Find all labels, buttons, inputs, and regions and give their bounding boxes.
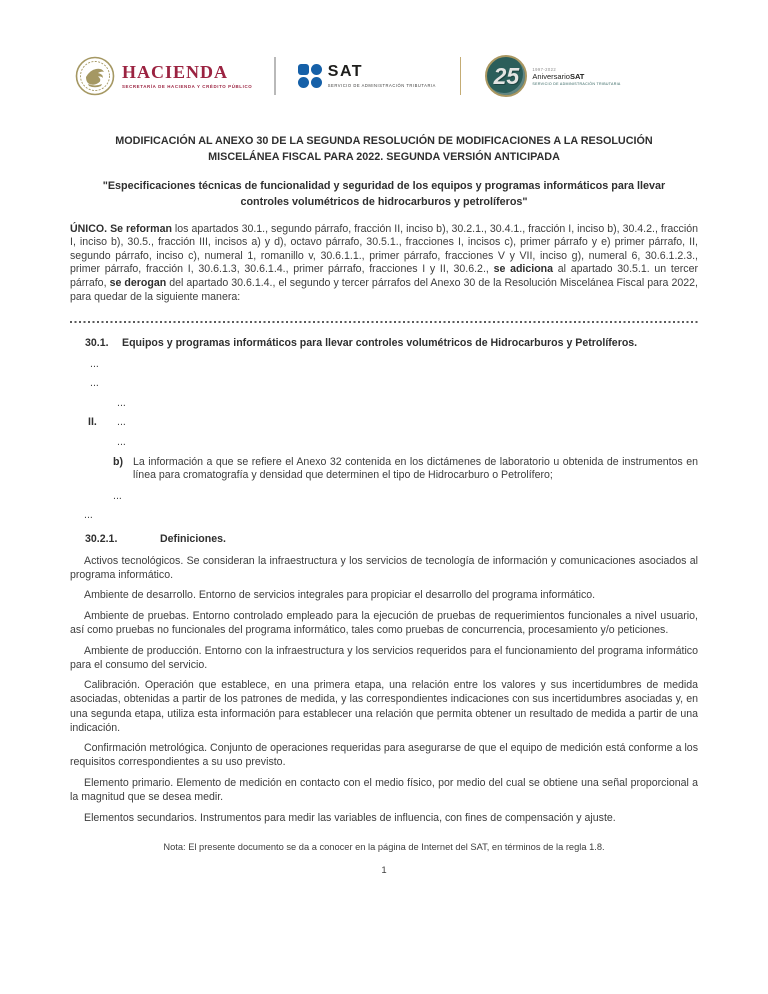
definition-paragraph: Activos tecnológicos. Se consideran la infraestructura y los servicios de tecnología de información y comunicaciones asociados al programa informático. — [70, 554, 698, 581]
inciso-letter: b) — [113, 455, 123, 468]
anniversary-label: AniversarioSAT — [532, 71, 585, 81]
ellipsis-line: ... — [113, 489, 122, 502]
section-title: Definiciones. — [160, 533, 226, 546]
section-title: Equipos y programas informáticos para llevar controles volumétricos de Hidrocarburos y Petrolíferos. — [122, 337, 638, 350]
document-body — [0, 134, 768, 876]
definition-paragraph: Ambiente de producción. Entorno con la infraestructura y los servicios requeridos para el funcionamiento del programa informático para el consumo del servicio. — [70, 644, 698, 671]
fraction-content: ... — [117, 416, 126, 429]
ellipsis-line: ... — [90, 377, 99, 390]
sat-tagline: SERVICIO DE ADMINISTRACIÓN TRIBUTARIA — [327, 82, 436, 88]
definition-paragraph: Ambiente de desarrollo. Entorno de servicios integrales para propiciar el desarrollo del programa informático. — [84, 589, 596, 602]
section-number: 30.1. — [85, 337, 109, 350]
hacienda-logo — [75, 55, 252, 97]
anniversary-years: 1997-2022 — [532, 66, 557, 72]
hacienda-tagline: SECRETARÍA DE HACIENDA Y CRÉDITO PÚBLICO — [122, 84, 253, 89]
anniversary-25-icon: 25 — [485, 55, 527, 97]
ellipsis-line: ... — [84, 509, 93, 522]
definition-paragraph: Elementos secundarios. Instrumentos para medir las variables de influencia, con fines de compensación y ajuste. — [84, 811, 616, 824]
anniversary-tagline: SERVICIO DE ADMINISTRACIÓN TRIBUTARIA — [532, 81, 621, 86]
page-number: 1 — [381, 864, 387, 876]
document-subtitle: "Especificaciones técnicas de funcionalidad y seguridad de los equipos y programas informáticos para llevar controles volumétricos de hidrocarburos y petrolíferos" — [102, 180, 666, 208]
hacienda-seal-icon — [75, 55, 115, 97]
definition-paragraph: Calibración. Operación que establece, en una primera etapa, una relación entre los valores y sus incertidumbres de medida asociadas, obtenidas a partir de los patrones de medida, y las correspondientes indicaciones con sus incertidumbres asociadas y, en una segunda etapa, utiliza esta información para establecer una relación que permita obtener un resultado de medida a partir de una indicación. — [70, 679, 698, 734]
dotted-divider — [70, 321, 698, 323]
ellipsis-line: ... — [117, 396, 126, 409]
document-title: MODIFICACIÓN AL ANEXO 30 DE LA SEGUNDA RESOLUCIÓN DE MODIFICACIONES A LA RESOLUCIÓN MISCELÁNEA FISCAL PARA 2022. SEGUNDA VERSIÓN ANTICIPADA — [115, 135, 653, 163]
section-heading-30-1 — [70, 336, 698, 351]
sat-logo — [298, 64, 436, 88]
header-divider-gold — [460, 57, 462, 95]
document-header — [0, 0, 768, 97]
definition-paragraph: Ambiente de pruebas. Entorno controlado empleado para la ejecución de pruebas de requerimientos funcionales a nivel usuario, así como pruebas no funcionales del programa informático, tales como pruebas de concurrencia, procesamiento y/o peticiones. — [70, 610, 698, 637]
section-number: 30.2.1. — [85, 533, 118, 546]
definition-paragraph: Confirmación metrológica. Conjunto de operaciones requeridas para asegurarse de que el equipo de medición está conforme a los requisitos correspondientes a su uso previsto. — [70, 742, 698, 769]
inciso-b — [70, 456, 698, 484]
sat-dots-icon — [298, 64, 322, 88]
header-divider — [274, 57, 276, 95]
section-heading-30-2-1 — [70, 532, 698, 547]
sat-wordmark: SAT — [327, 63, 364, 81]
definition-paragraph: Elemento primario. Elemento de medición en contacto con el medio físico, por medio del cual se obtiene una señal proporcional a la magnitud que se desea medir. — [70, 776, 698, 804]
sat-25-anniversary-logo — [485, 55, 620, 97]
footer-note: Nota: El presente documento se da a conocer en la página de Internet del SAT, en términos de la regla 1.8. — [163, 841, 605, 852]
inciso-text: La información a que se refiere el Anexo 32 contenida en los dictámenes de laboratorio u obtenida de instrumentos en línea para cromatografía y densidad que determinen el tipo de Hidrocarburo o Petrolífero; — [133, 455, 698, 482]
ellipsis-line: ... — [117, 435, 126, 448]
fraction-number: II. — [88, 416, 97, 429]
fraction-II — [70, 416, 698, 429]
ellipsis-line: ... — [90, 357, 99, 370]
unico-paragraph: ÚNICO. Se reforman los apartados 30.1., segundo párrafo, fracción II, inciso b), 30.2.1., 30.4.1., fracción I, inciso b), 30.4.2., fracción I, inciso b), 30.5., fracción III, incisos a) y d), octavo párrafo, 30.5.1., fracciones I, incisos c), primer párrafo y e) primer párrafo, II, segundo párrafo, inciso c), numeral 1, romanillo v, 30.6.1.1., primer párrafo, fracciones V y VII, inciso g), numeral 6, 30.6.1.2.3., primer párrafo, fracción I, 30.6.1.3, 30.6.1.4., primer párrafo, fracciones I y II, 30.6.2., se adiciona al apartado 30.5.1. un tercer párrafo, se derogan del apartado 30.6.1.4., el segundo y tercer párrafos del Anexo 30 de la Resolución Miscelánea Fiscal para 2022, para quedar de la siguiente manera: — [70, 222, 698, 303]
hacienda-wordmark: HACIENDA — [122, 62, 229, 82]
